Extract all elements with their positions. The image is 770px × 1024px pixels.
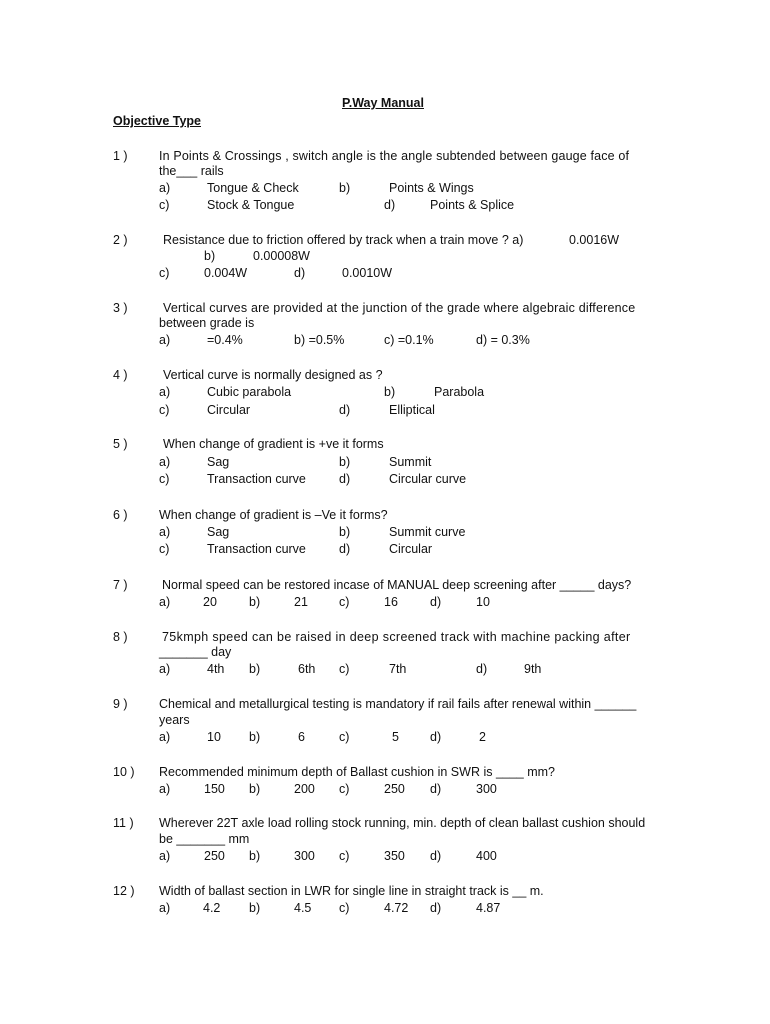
option-c-label: c) (339, 901, 350, 915)
question-text: Vertical curve is normally designed as ? (163, 368, 383, 382)
option-a-label: a) (159, 181, 171, 195)
question-number: 7 ) (113, 578, 128, 592)
option-a-label: a) (159, 730, 171, 744)
question-text: In Points & Crossings , switch angle is the angle subtended between gauge face of (159, 149, 630, 163)
question-text: Width of ballast section in LWR for single line in straight track is __ m. (159, 884, 544, 898)
option-a: Sag (207, 525, 230, 539)
option-d: 10 (476, 595, 490, 609)
option-d-label: d) (339, 542, 351, 556)
question-number: 10 ) (113, 765, 135, 779)
option-b: 6 (298, 730, 305, 744)
question-number: 3 ) (113, 301, 128, 315)
option-b-label: b) (204, 249, 216, 263)
question-text: When change of gradient is +ve it forms (163, 437, 384, 451)
option-d: Elliptical (389, 403, 435, 417)
question-text-cont: years (159, 713, 190, 727)
option-b-label: b) (384, 385, 396, 399)
option-c: 16 (384, 595, 398, 609)
question-text: Resistance due to friction offered by track when a train move ? a) (163, 233, 524, 247)
option-d: 4.87 (476, 901, 501, 915)
question-number: 11 ) (113, 816, 134, 830)
option-a-label: a) (159, 333, 171, 347)
option-c: 0.004W (204, 266, 248, 280)
option-a: 150 (204, 782, 225, 796)
option-b-label: b) (339, 525, 351, 539)
option-b-label: b) (249, 730, 261, 744)
option-c: c) =0.1% (384, 333, 434, 347)
option-a-label: a) (159, 525, 171, 539)
option-a-label: a) (159, 901, 171, 915)
option-a-label: a) (159, 455, 171, 469)
option-d-label: d) (339, 403, 351, 417)
question-number: 5 ) (113, 437, 128, 451)
option-c-label: c) (159, 542, 170, 556)
option-b-label: b) (249, 901, 261, 915)
option-d: Points & Splice (430, 198, 515, 212)
option-c-label: c) (339, 849, 350, 863)
option-a: Cubic parabola (207, 385, 292, 399)
option-c-label: c) (339, 730, 350, 744)
option-c: Transaction curve (207, 472, 306, 486)
option-c-label: c) (339, 662, 350, 676)
question-number: 2 ) (113, 233, 128, 247)
option-a-label: a) (159, 385, 171, 399)
option-a: 4.2 (203, 901, 221, 915)
page-title: P.Way Manual (342, 96, 424, 110)
option-d-label: d) (430, 730, 442, 744)
option-b: b) =0.5% (294, 333, 345, 347)
question-number: 6 ) (113, 508, 128, 522)
option-a-label: a) (159, 849, 171, 863)
option-c: Circular (207, 403, 251, 417)
question-number: 12 ) (113, 884, 135, 898)
option-d: 300 (476, 782, 497, 796)
option-d-label: d) (476, 662, 488, 676)
option-b: 21 (294, 595, 308, 609)
option-d-label: d) (384, 198, 396, 212)
option-d: 0.0010W (342, 266, 393, 280)
option-c: 250 (384, 782, 405, 796)
option-b-label: b) (249, 662, 261, 676)
option-d: 2 (479, 730, 486, 744)
option-c-label: c) (339, 782, 350, 796)
option-c-label: c) (159, 198, 170, 212)
question-text: Vertical curves are provided at the junction of the grade where algebraic difference (163, 301, 636, 315)
option-a: 4th (207, 662, 225, 676)
option-b: 4.5 (294, 901, 312, 915)
option-b: 300 (294, 849, 315, 863)
option-b: Parabola (434, 385, 485, 399)
option-a: 250 (204, 849, 225, 863)
question-text: When change of gradient is –Ve it forms? (159, 508, 388, 522)
question-number: 1 ) (113, 149, 128, 163)
option-c-label: c) (159, 472, 170, 486)
option-c-label: c) (159, 403, 170, 417)
question-text: 75kmph speed can be raised in deep screened track with machine packing after (162, 630, 631, 644)
option-d: d) = 0.3% (476, 333, 530, 347)
option-c: 5 (392, 730, 399, 744)
option-d-label: d) (430, 595, 442, 609)
question-number: 9 ) (113, 697, 128, 711)
option-c: 4.72 (384, 901, 409, 915)
question-number: 4 ) (113, 368, 128, 382)
option-c: 350 (384, 849, 405, 863)
option-b: Summit curve (389, 525, 466, 539)
option-b-label: b) (339, 181, 351, 195)
option-d: 400 (476, 849, 497, 863)
option-a: Sag (207, 455, 230, 469)
option-c-label: c) (159, 266, 170, 280)
option-a-label: a) (159, 595, 171, 609)
option-b: 200 (294, 782, 315, 796)
question-text: Normal speed can be restored incase of MANUAL deep screening after _____ days? (162, 578, 632, 592)
option-c-label: c) (339, 595, 350, 609)
option-b-label: b) (249, 782, 261, 796)
option-b: 0.00008W (253, 249, 310, 263)
option-b-label: b) (339, 455, 351, 469)
option-b: Summit (389, 455, 432, 469)
option-b-label: b) (249, 595, 261, 609)
question-text-cont: between grade is (159, 316, 255, 330)
option-b: Points & Wings (389, 181, 474, 195)
section-heading: Objective Type (113, 114, 201, 128)
option-d-label: d) (430, 782, 442, 796)
option-a: 10 (207, 730, 221, 744)
option-c: 7th (389, 662, 407, 676)
option-d-label: d) (339, 472, 351, 486)
question-text-cont: the___ rails (159, 164, 224, 178)
question-text: Recommended minimum depth of Ballast cushion in SWR is ____ mm? (159, 765, 556, 779)
option-a: 0.0016W (569, 233, 620, 247)
option-b-label: b) (249, 849, 261, 863)
question-number: 8 ) (113, 630, 128, 644)
option-c: Stock & Tongue (207, 198, 295, 212)
question-text: Wherever 22T axle load rolling stock running, min. depth of clean ballast cushion should (159, 816, 646, 830)
option-a: =0.4% (207, 333, 243, 347)
question-text-cont: _______ day (159, 645, 232, 659)
option-a-label: a) (159, 662, 171, 676)
question-text-cont: be _______ mm (159, 832, 250, 846)
option-c: Transaction curve (207, 542, 306, 556)
option-d-label: d) (430, 901, 442, 915)
question-text: Chemical and metallurgical testing is mandatory if rail fails after renewal within ______ (159, 697, 637, 711)
option-d: 9th (524, 662, 542, 676)
option-d: Circular curve (389, 472, 467, 486)
option-a: Tongue & Check (207, 181, 299, 195)
option-a: 20 (203, 595, 217, 609)
option-a-label: a) (159, 782, 171, 796)
option-d-label: d) (430, 849, 442, 863)
option-d: Circular (389, 542, 433, 556)
option-d-label: d) (294, 266, 306, 280)
option-b: 6th (298, 662, 316, 676)
